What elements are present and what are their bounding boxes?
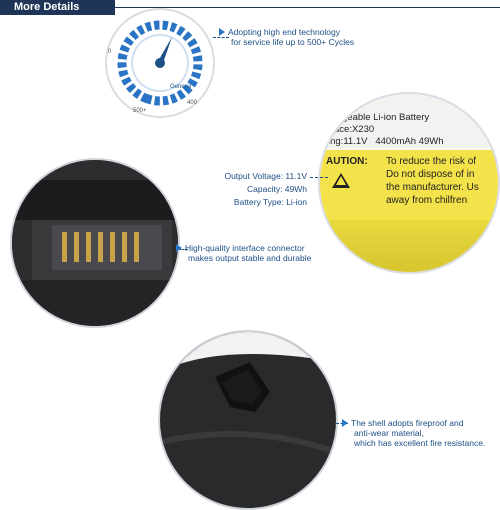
battery-shell-icon: [160, 332, 336, 508]
label-line3: ing:11.1V 4400mAh 49Wh: [328, 136, 444, 147]
connector-note-line1: High-quality interface connector: [185, 243, 305, 253]
spec-battery-type: Battery Type: Li-ion: [233, 197, 307, 207]
spec-output-voltage: Output Voltage: 11.1V: [224, 171, 307, 181]
arrow-icon: [342, 419, 348, 427]
label-shadow: [320, 220, 500, 274]
shell-note-line2: anti-wear material,: [354, 428, 424, 438]
shell-note: [342, 418, 485, 448]
gauge-scale-zero: 0: [108, 49, 112, 55]
gauge-circle: [105, 8, 215, 118]
specs-block: [195, 170, 307, 209]
more-details-label: More Details: [14, 1, 80, 13]
header-rule: [115, 7, 500, 8]
caution-line4: away from chilfren: [386, 195, 468, 206]
connector-note: [176, 243, 311, 263]
gauge-note: [219, 27, 354, 47]
arrow-icon: [219, 28, 225, 36]
label-yellow-area: [320, 150, 500, 274]
connector-circle: [10, 158, 180, 328]
shell-note-line1: The shell adopts fireproof and: [351, 418, 464, 428]
caution-title: AUTION:: [326, 156, 368, 167]
header-bar: [0, 0, 500, 15]
caution-line3: the manufacturer. Us: [386, 182, 479, 193]
specs-connector-line: [310, 177, 328, 178]
connector-note-line2: makes output stable and durable: [188, 253, 312, 263]
caution-line2: Do not dispose of in: [386, 169, 475, 180]
gauge-scale-500: 500+: [133, 108, 147, 114]
label-line1: geable Li-ion Battery: [342, 112, 430, 123]
battery-label-circle: [318, 92, 500, 274]
label-line2: ace:X230: [334, 124, 375, 135]
shell-circle: [158, 330, 338, 510]
gauge-scale-400: 400: [187, 100, 198, 106]
caution-line1: To reduce the risk of: [386, 156, 477, 167]
shell-note-line3: which has excellent fire resistance.: [354, 438, 486, 448]
battery-connector-icon: [12, 160, 178, 326]
gauge-note-line1: Adopting high end technology: [228, 27, 341, 37]
gauge-note-line2: for service life up to 500+ Cycles: [231, 37, 355, 47]
spec-capacity: Capacity: 49Wh: [247, 184, 307, 194]
gauge-dial-icon: [107, 10, 213, 116]
gauge-general: General: [170, 84, 192, 90]
warning-triangle-icon: [332, 173, 350, 188]
arrow-icon: [176, 244, 182, 252]
